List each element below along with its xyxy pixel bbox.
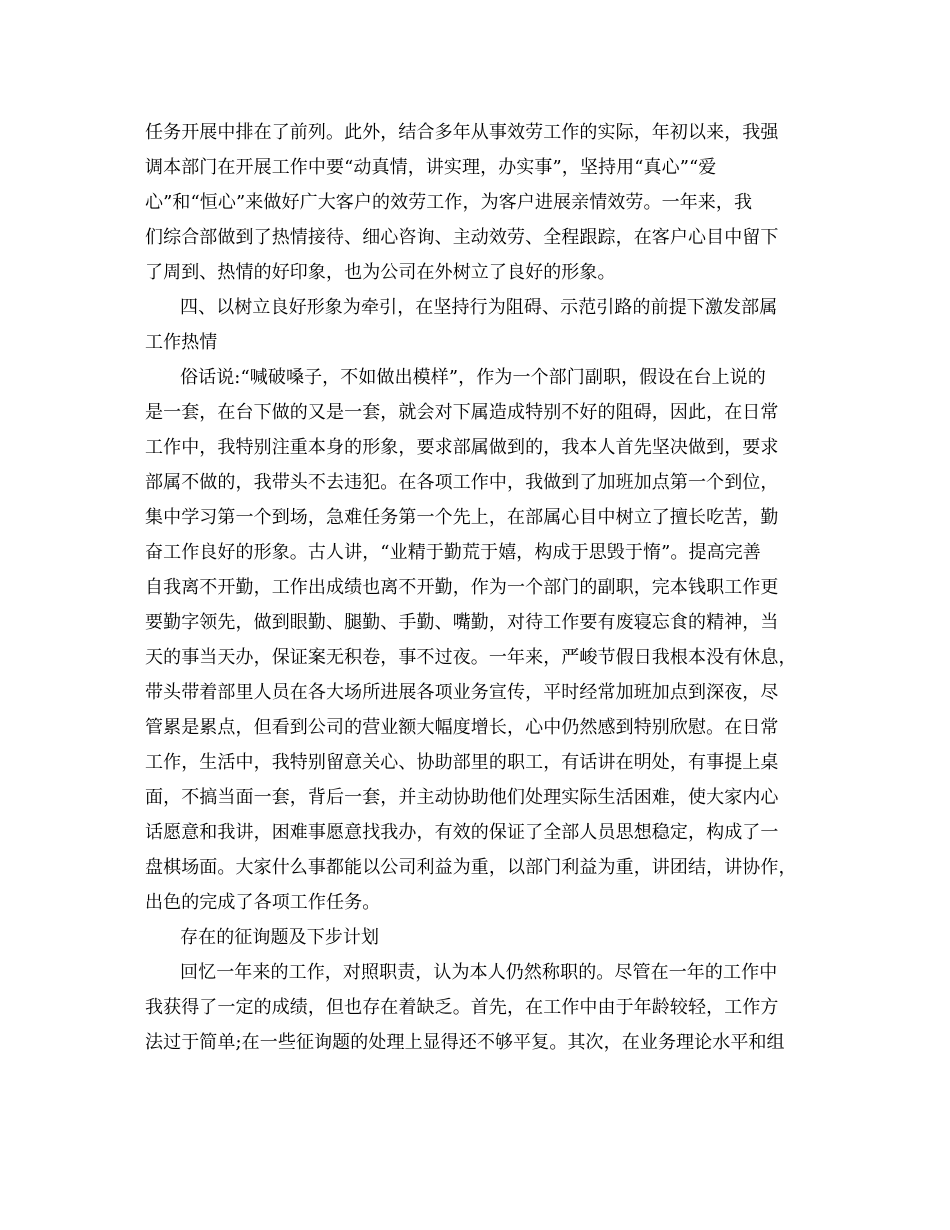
paragraph-line: 集中学习第一个到场，急难任务第一个先上，在部属心目中树立了擅长吃苦，勤	[145, 507, 779, 528]
paragraph-line: 自我离不开勤，工作出成绩也离不开勤，作为一个部门的副职，完本钱职工作更	[145, 577, 779, 598]
paragraph-line: 是一套，在台下做的又是一套，就会对下属造成特别不好的阻碍，因此，在日常	[145, 402, 779, 423]
paragraph-line: 工作中，我特别注重本身的形象，要求部属做到的，我本人首先坚决做到，要求	[145, 437, 779, 458]
paragraph-line: 工作，生活中，我特别留意关心、协助部里的职工，有话讲在明处，有事提上桌	[145, 752, 779, 773]
section-heading-line: 工作热情	[145, 332, 218, 353]
paragraph-line: 出色的完成了各项工作任务。	[145, 892, 381, 913]
paragraph-line: 法过于简单;在一些征询题的处理上显得还不够平复。其次，在业务理论水平和组	[145, 1032, 785, 1053]
paragraph-line: 心”和“恒心”来做好广大客户的效劳工作，为客户进展亲情效劳。一年来，我	[145, 192, 753, 213]
paragraph-line: 要勤字领先，做到眼勤、腿勤、手勤、嘴勤，对待工作要有废寝忘食的精神，当	[145, 612, 779, 633]
paragraph-line: 部属不做的，我带头不去违犯。在各项工作中，我做到了加班加点第一个到位，	[145, 472, 779, 493]
paragraph-line: 天的事当天办，保证案无积卷，事不过夜。一年来，严峻节假日我根本没有休息，	[145, 647, 797, 668]
paragraph-line: 奋工作良好的形象。古人讲，“业精于勤荒于嬉，构成于思毁于惰”。提高完善	[145, 542, 761, 563]
paragraph-line: 调本部门在开展工作中要“动真情，讲实理，办实事”，坚持用“真心”“爱	[145, 157, 717, 178]
paragraph-line: 管累是累点，但看到公司的营业额大幅度增长，心中仍然感到特别欣慰。在日常	[145, 717, 779, 738]
paragraph-line: 我获得了一定的成绩，但也存在着缺乏。首先，在工作中由于年龄较轻，工作方	[145, 997, 779, 1018]
paragraph-line: 回忆一年来的工作，对照职责，认为本人仍然称职的。尽管在一年的工作中	[180, 962, 778, 983]
section-heading-line: 四、以树立良好形象为牵引，在坚持行为阻碍、示范引路的前提下激发部属	[180, 297, 778, 318]
paragraph-line: 了周到、热情的好印象，也为公司在外树立了良好的形象。	[145, 262, 616, 283]
paragraph-line: 带头带着部里人员在各大场所进展各项业务宣传，平时经常加班加点到深夜，尽	[145, 682, 779, 703]
paragraph-line: 面，不搞当面一套，背后一套，并主动协助他们处理实际生活困难，使大家内心	[145, 787, 779, 808]
paragraph-line: 盘棋场面。大家什么事都能以公司利益为重，以部门利益为重，讲团结，讲协作，	[145, 857, 797, 878]
paragraph-line: 俗话说:“喊破嗓子，不如做出模样”，作为一个部门副职，假设在台上说的	[180, 367, 766, 388]
paragraph-line: 任务开展中排在了前列。此外，结合多年从事效劳工作的实际，年初以来，我强	[145, 122, 779, 143]
paragraph-line: 话愿意和我讲，困难事愿意找我办，有效的保证了全部人员思想稳定，构成了一	[145, 822, 779, 843]
section-heading-line: 存在的征询题及下步计划	[180, 927, 380, 948]
paragraph-line: 们综合部做到了热情接待、细心咨询、主动效劳、全程跟踪，在客户心目中留下	[145, 227, 779, 248]
